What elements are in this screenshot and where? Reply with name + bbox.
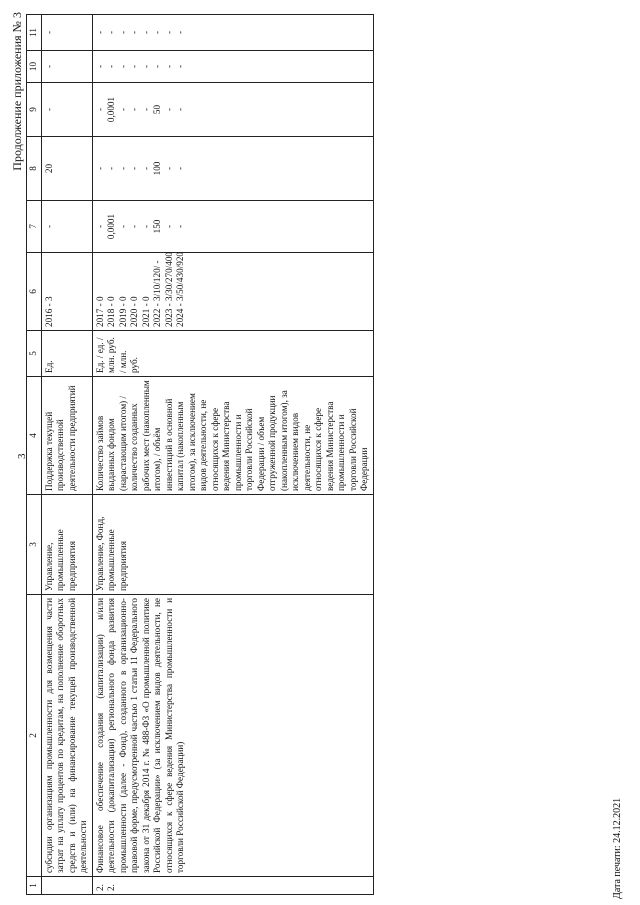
- col8-value: -: [129, 166, 139, 171]
- year-value: 2024 - 3/50/430/920: [175, 251, 185, 327]
- column-header: 7: [27, 201, 42, 253]
- col10-value: -: [117, 64, 128, 69]
- col7-value: -: [43, 224, 54, 229]
- col8-value: 100: [152, 161, 162, 176]
- column-header: 11: [27, 15, 42, 51]
- col9-value: -: [117, 107, 128, 112]
- col9-values: [41, 83, 92, 137]
- col10-value: -: [152, 64, 162, 69]
- year-values: [92, 253, 373, 331]
- year-value: 2022 - 3/10/120/ -: [152, 260, 162, 327]
- col11-values: [41, 15, 92, 51]
- col10-value: -: [163, 64, 174, 69]
- table-row: [92, 15, 373, 895]
- col7-value: -: [163, 224, 174, 229]
- col11-value: -: [140, 30, 151, 35]
- year-values: [41, 253, 92, 331]
- col7-value: -: [94, 224, 105, 229]
- col11-value: -: [94, 30, 105, 35]
- col8-value: -: [94, 166, 105, 171]
- col9-value: 0,0001: [106, 96, 116, 123]
- unit-text: Ед. / ед. / млн. руб. / млн. руб.: [92, 331, 373, 377]
- col8-value: -: [106, 166, 116, 171]
- year-value: 2019 - 0: [117, 296, 128, 327]
- col7-value: 150: [152, 219, 162, 234]
- print-date: Дата печати: 24.12.2021: [612, 797, 623, 899]
- col11-value: -: [43, 30, 54, 35]
- col9-values: [92, 83, 373, 137]
- col9-value: -: [129, 107, 139, 112]
- appendix-table: [26, 14, 374, 895]
- col8-value: -: [140, 166, 151, 171]
- col8-value: -: [163, 166, 174, 171]
- row-number: [41, 877, 92, 895]
- column-header: 3: [27, 495, 42, 595]
- continuation-note: Продолжение приложения № 3: [10, 12, 24, 171]
- col9-value: -: [94, 107, 105, 112]
- measure-text: Финансовое обеспечение создания (капитализации) и/или деятельности (докапитализации) регионального фонда развития промышленности (далее - Фонд), созданного в организационно-правовой форме, предусмотренной частью 1 статьи 11 Федерального закона от 31 декабря 2014 г. № 488-ФЗ «О промышленной политике Российской Федерации» (за исключением видов деятельности, не относящихся к сфере ведения Министерства промышленности и торговли Российской Федерации): [92, 595, 373, 877]
- unit-text: Ед.: [41, 331, 92, 377]
- col10-value: -: [94, 64, 105, 69]
- column-header: 5: [27, 331, 42, 377]
- table-row: [41, 15, 92, 895]
- column-header: 8: [27, 137, 42, 201]
- col8-value: 20: [43, 163, 54, 174]
- column-header: 4: [27, 377, 42, 495]
- col11-value: -: [163, 30, 174, 35]
- col7-value: 0,0001: [106, 213, 116, 240]
- col11-value: -: [152, 30, 162, 35]
- year-value: 2018 - 0: [106, 296, 116, 327]
- col11-value: -: [106, 30, 116, 35]
- col9-value: -: [163, 107, 174, 112]
- col8-value: -: [175, 166, 185, 171]
- row-number: 2.2.: [92, 877, 373, 895]
- col10-values: [41, 51, 92, 83]
- column-header: 6: [27, 253, 42, 331]
- col7-value: -: [129, 224, 139, 229]
- col11-value: -: [175, 30, 185, 35]
- year-value: 2021 - 0: [140, 296, 151, 327]
- col7-value: -: [117, 224, 128, 229]
- col7-values: [92, 201, 373, 253]
- col7-value: -: [140, 224, 151, 229]
- col9-value: -: [140, 107, 151, 112]
- executor-text: Управление, Фонд, промышленные предприятия: [92, 495, 373, 595]
- col10-value: -: [175, 64, 185, 69]
- col8-value: -: [117, 166, 128, 171]
- col9-value: -: [43, 107, 54, 112]
- column-header: 10: [27, 51, 42, 83]
- indicator-text: Поддержка текущей производственной деятельности предприятий: [41, 377, 92, 495]
- column-header: 1: [27, 877, 42, 895]
- measure-text: субсидии организациям промышленности для возмещения части затрат на уплату процентов по кредитам, на пополнение оборотных средств и (или) на финансирование текущей производственной деятельности: [41, 595, 92, 877]
- col10-value: -: [140, 64, 151, 69]
- col9-value: -: [175, 107, 185, 112]
- year-value: 2016 - 3: [43, 296, 54, 327]
- col11-value: -: [117, 30, 128, 35]
- col9-value: 50: [152, 104, 162, 115]
- col10-values: [92, 51, 373, 83]
- executor-text: Управление, промышленные предприятия: [41, 495, 92, 595]
- column-header: 9: [27, 83, 42, 137]
- page-number: 3: [16, 453, 28, 459]
- col7-value: -: [175, 224, 185, 229]
- col7-values: [41, 201, 92, 253]
- indicator-text: Количество займов выданных фондом (нарастающим итогом) / количество созданных рабочих мест (накопленным итогом), / объём инвестиций в основной капитал (накопленным итогом), за исключением видов деятельности, не относящихся к сфере ведения Министерства промышленности и торговли Российской Федерации / объем отгруженной продукции (накопленным итогом), за исключением видов деятельности, не относящихся к сфере ведения Министерства промышленности и торговли Российской Федерации: [92, 377, 373, 495]
- header-row: [27, 15, 42, 895]
- col10-value: -: [43, 64, 54, 69]
- col8-values: [41, 137, 92, 201]
- year-value: 2017 - 0: [94, 296, 105, 327]
- year-value: 2023 - 3/30/270/400: [163, 251, 174, 327]
- column-header: 2: [27, 595, 42, 877]
- col10-value: -: [106, 64, 116, 69]
- col11-value: -: [129, 30, 139, 35]
- year-value: 2020 - 0: [129, 296, 139, 327]
- col10-value: -: [129, 64, 139, 69]
- col11-values: [92, 15, 373, 51]
- col8-values: [92, 137, 373, 201]
